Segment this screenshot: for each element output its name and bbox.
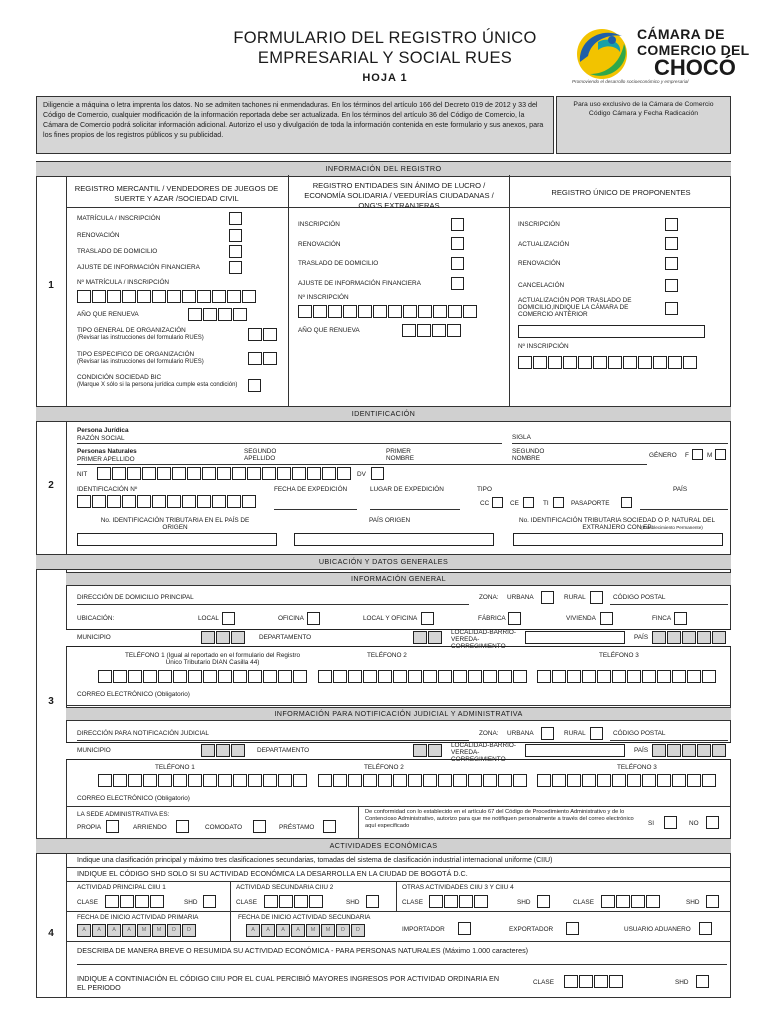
label-shd-1: SHD: [184, 899, 198, 906]
checkbox-no[interactable]: [706, 816, 719, 829]
label-pais-general: PAÍS: [634, 634, 649, 641]
clase-3-cells[interactable]: [429, 895, 489, 908]
checkbox-propia[interactable]: [106, 820, 119, 833]
checkbox-vivienda[interactable]: [600, 612, 613, 625]
col-b-title: REGISTRO ENTIDADES SIN ÁNIMO DE LUCRO / ECONOMÍA SOLIDARIA / VEEDURÍAS CIUDADANAS / ONG'S EXTRANJERAS: [304, 181, 494, 210]
subheader-notificacion: INFORMACIÓN PARA NOTIFICACIÓN JUDICIAL Y ADMINISTRATIVA: [66, 707, 731, 721]
checkbox-finca[interactable]: [674, 612, 687, 625]
label-nit: NIT: [77, 471, 88, 478]
chamber-logo: [572, 20, 757, 88]
label-zona-j: ZONA:: [479, 730, 499, 737]
checkbox-inscripcion-c[interactable]: [665, 218, 678, 231]
label-ninscripcion-c: Nº INSCRIPCIÓN: [518, 343, 569, 350]
label-traslado-a: TRASLADO DE DOMICILIO: [77, 248, 158, 255]
label-municipio: MUNICIPIO: [77, 634, 111, 641]
label-direccion-judicial: DIRECCIÓN PARA NOTIFICACIÓN JUDICIAL: [77, 730, 209, 737]
label-pais-origen: PAÍS ORIGEN: [369, 517, 411, 524]
section-2-number: 2: [48, 480, 54, 491]
checkbox-fabrica[interactable]: [508, 612, 521, 625]
checkbox-pasaporte[interactable]: [621, 497, 632, 508]
identificacion-cells[interactable]: [77, 495, 257, 508]
label-correo-j: CORREO ELECTRÓNICO (Obligatorio): [77, 795, 190, 802]
label-departamento: DEPARTAMENTO: [259, 634, 312, 641]
label-rural-j: RURAL: [564, 730, 586, 737]
label-nmatricula: Nº MATRÍCULA / INSCRIPCIÓN: [77, 279, 170, 286]
label-ti: TI: [543, 500, 549, 507]
logo-tagline: Promoviendo el desarrollo socioeconómico y empresarial: [572, 79, 689, 84]
fecha-principal-cells[interactable]: A A A A M M D D: [77, 924, 197, 937]
label-fabrica: FÁBRICA: [478, 615, 506, 622]
label-inscripcion-b: INSCRIPCIÓN: [298, 221, 340, 228]
label-importador: IMPORTADOR: [402, 926, 445, 933]
checkbox-comodato[interactable]: [253, 820, 266, 833]
label-urbana-j: URBANA: [507, 730, 534, 737]
section-1-number: 1: [48, 280, 54, 291]
label-shd-4: SHD: [686, 899, 700, 906]
checkbox-inscripcion-b[interactable]: [451, 218, 464, 231]
checkbox-traslado-a[interactable]: [229, 245, 242, 258]
checkbox-arriendo[interactable]: [176, 820, 189, 833]
clase-1-cells[interactable]: [105, 895, 165, 908]
checkbox-prestamo[interactable]: [323, 820, 336, 833]
telefono3-j-cells[interactable]: [537, 774, 717, 787]
label-telefono2: TELÉFONO 2: [367, 652, 407, 659]
label-principal: ACTIVIDAD PRINCIPAL CIIU 1: [77, 884, 166, 891]
label-secundaria: ACTIVIDAD SECUNDARIA CIIU 2: [236, 884, 334, 891]
label-identificacion: IDENTIFICACIÓN Nº: [77, 486, 138, 493]
nmatricula-cells[interactable]: [77, 290, 257, 303]
label-tipo-general: TIPO GENERAL DE ORGANIZACIÓN: [77, 327, 186, 334]
logo-line-1: CÁMARA DE: [637, 26, 725, 42]
label-razon-social: RAZÓN SOCIAL: [77, 435, 125, 442]
label-bic: CONDICIÓN SOCIEDAD BIC: [77, 374, 162, 381]
label-clase-2: CLASE: [236, 899, 257, 906]
label-genero: GÉNERO: [649, 452, 677, 459]
checkbox-shd-3[interactable]: [537, 895, 550, 908]
anio-a-cells[interactable]: [188, 308, 248, 321]
label-personas-naturales: Personas Naturales: [77, 448, 137, 455]
label-lugar-expedicion: LUGAR DE EXPEDICIÓN: [370, 486, 444, 493]
telefono2-cells[interactable]: [318, 670, 528, 683]
label-localidad: LOCALIDAD-BARRIO-VEREDA-CORREGIMIENTO: [451, 629, 516, 650]
label-actualizacion-c: ACTUALIZACIÓN: [518, 241, 570, 248]
checkbox-local[interactable]: [222, 612, 235, 625]
label-prestamo: PRÉSTAMO: [279, 824, 315, 831]
label-vivienda: VIVIENDA: [566, 615, 596, 622]
label-indique3: INDIQUE A CONTINIACIÓN EL CÓDIGO CIIU POR EL CUAL PERCIBIÓ MAYORES INGRESOS POR ACTIVIDAD ORDINARIA EN EL PERIODO: [77, 974, 500, 992]
label-no: NO: [689, 820, 699, 827]
localidad-field[interactable]: [525, 631, 625, 644]
note-bic: (Marque X sólo si la persona jurídica cumple esta condición): [77, 382, 238, 388]
label-segundo-nombre: SEGUNDO NOMBRE: [512, 448, 545, 463]
label-clase-1: CLASE: [77, 899, 98, 906]
checkbox-actualizacion-c[interactable]: [665, 237, 678, 250]
label-clase-ingresos: CLASE: [533, 979, 554, 986]
tipo-general-cells[interactable]: [248, 328, 278, 341]
tipo-especifico-cells[interactable]: [248, 352, 278, 365]
label-pasaporte: PASAPORTE: [571, 500, 610, 507]
subheader-general: INFORMACIÓN GENERAL: [66, 572, 731, 586]
checkbox-renovacion-a[interactable]: [229, 229, 242, 242]
checkbox-rural[interactable]: [590, 591, 603, 604]
pais-origen-field[interactable]: [294, 533, 494, 546]
checkbox-ce[interactable]: [523, 497, 534, 508]
checkbox-cancelacion-c[interactable]: [665, 279, 678, 292]
label-genero-f: F: [685, 452, 689, 459]
label-pais-id: PAÍS: [673, 486, 688, 493]
municipio-box: [66, 629, 731, 647]
checkbox-actualizacion-traslado[interactable]: [665, 302, 678, 315]
sheet-label: HOJA 1: [362, 72, 408, 84]
label-clase-4: CLASE: [573, 899, 594, 906]
label-anio-b: AÑO QUE RENUEVA: [298, 327, 360, 334]
instructions-box: [36, 96, 554, 154]
label-sigla: SIGLA: [512, 434, 531, 441]
label-ubicacion: UBICACIÓN:: [77, 615, 115, 622]
office-use-line-2: Código Cámara y Fecha Radicación: [588, 110, 699, 117]
checkbox-genero-f[interactable]: [692, 449, 703, 460]
form-title: [200, 28, 570, 68]
label-telefono3: TELÉFONO 3: [599, 652, 639, 659]
checkbox-cc[interactable]: [492, 497, 503, 508]
logo-line-2: COMERCIO DEL: [637, 42, 750, 58]
title-line-1: FORMULARIO DEL REGISTRO ÚNICO: [233, 29, 537, 47]
anio-b-cells[interactable]: [402, 324, 462, 337]
logo-mark-icon: [572, 22, 634, 84]
label-primer-nombre: PRIMER NOMBRE: [386, 448, 415, 463]
ninscripcion-c-cells[interactable]: [518, 356, 698, 369]
label-establecimiento: (Establecimiento Permanente): [641, 525, 703, 530]
label-telefono1: TELÉFONO 1 (Igual al reportado en el formulario del Registro Único Tributario DIAN Casilla 44): [124, 652, 301, 666]
label-direccion-principal: DIRECCIÓN DE DOMICILIO PRINCIPAL: [77, 594, 194, 601]
checkbox-local-oficina[interactable]: [421, 612, 434, 625]
checkbox-genero-m[interactable]: [715, 449, 726, 460]
municipio-cells[interactable]: [201, 631, 246, 644]
label-anio-a: AÑO QUE RENUEVA: [77, 311, 139, 318]
label-shd-2: SHD: [346, 899, 360, 906]
label-oficina: OFICINA: [278, 615, 304, 622]
office-use-line-1: Para uso exclusivo de la Cámara de Comercio: [573, 101, 714, 108]
label-urbana: URBANA: [507, 594, 534, 601]
label-dv: DV: [357, 471, 366, 478]
pais-general-cells[interactable]: [652, 631, 727, 644]
label-fecha-principal: FECHA DE INICIO ACTIVIDAD PRIMARIA: [77, 914, 199, 921]
departamento-j-cells[interactable]: [413, 744, 443, 757]
label-primer-apellido: PRIMER APELLIDO: [77, 456, 135, 463]
label-indique1: Indique una clasificación principal y máximo tres clasificaciones secundarias, tomadas del sistema de clasificación industrial internacional uniforme (CIIU): [77, 857, 553, 864]
telefono2-j-cells[interactable]: [318, 774, 528, 787]
fecha-secundaria-cells[interactable]: A A A A M M D D: [246, 924, 366, 937]
label-segundo-apellido: SEGUNDO APELLIDO: [244, 448, 277, 463]
label-renovacion-c: RENOVACIÓN: [518, 260, 561, 267]
checkbox-renovacion-b[interactable]: [451, 237, 464, 250]
label-telefono2-j: TELÉFONO 2: [364, 764, 404, 771]
label-actualizacion-traslado: ACTUALIZACIÓN POR TRASLADO DE DOMICILIO,INDIQUE LA CÁMARA DE COMERCIO ANTERIOR: [518, 297, 632, 318]
label-finca: FINCA: [652, 615, 672, 622]
label-otras: OTRAS ACTIVIDADES CIIU 3 Y CIIU 4: [402, 884, 514, 891]
checkbox-traslado-b[interactable]: [451, 257, 464, 270]
departamento-cells[interactable]: [413, 631, 443, 644]
label-traslado-b: TRASLADO DE DOMICILIO: [298, 260, 379, 267]
checkbox-shd-4[interactable]: [706, 895, 719, 908]
label-municipio-j: MUNICIPIO: [77, 747, 111, 754]
label-exportador: EXPORTADOR: [509, 926, 554, 933]
localidad-j-field[interactable]: [525, 744, 625, 757]
label-fecha-expedicion: FECHA DE EXPEDICIÓN: [274, 486, 348, 493]
camara-anterior-field[interactable]: [518, 325, 705, 338]
label-genero-m: M: [707, 452, 713, 459]
title-line-2: EMPRESARIAL Y SOCIAL RUES: [257, 49, 513, 67]
checkbox-urbana-j[interactable]: [541, 727, 554, 740]
label-departamento-j: DEPARTAMENTO: [257, 747, 310, 754]
label-persona-juridica: Persona Jurídica: [77, 427, 129, 434]
logo-line-3: CHOCÓ: [654, 55, 736, 80]
clase-4-cells[interactable]: [601, 895, 661, 908]
label-cancelacion-c: CANCELACIÓN: [518, 282, 565, 289]
label-comodato: COMODATO: [205, 824, 243, 831]
label-telefono1-j: TELÉFONO 1: [155, 764, 195, 771]
label-tipo-especifico: TIPO ESPECIFICO DE ORGANIZACIÓN: [77, 351, 195, 358]
checkbox-ajuste-a[interactable]: [229, 261, 242, 274]
label-ajuste-b: AJUSTE DE INFORMACIÓN FINANCIERA: [298, 280, 421, 287]
label-localidad-j: LOCALIDAD-BARRIO-VEREDA-CORREGIMIENTO: [451, 742, 516, 763]
checkbox-importador[interactable]: [458, 922, 471, 935]
label-pais-j: PAÍS: [634, 747, 649, 754]
checkbox-rural-j[interactable]: [590, 727, 603, 740]
checkbox-shd-2[interactable]: [366, 895, 379, 908]
telefono3-cells[interactable]: [537, 670, 717, 683]
label-shd-3: SHD: [517, 899, 531, 906]
label-telefono3-j: TELÉFONO 3: [617, 764, 657, 771]
label-renovacion-a: RENOVACIÓN: [77, 232, 120, 239]
nit-pais-origen-field[interactable]: [77, 533, 277, 546]
pais-j-cells[interactable]: [652, 744, 727, 757]
note-tipo-especifico: (Revisar las instrucciones del formulario RUES): [77, 359, 204, 365]
section-4-header: ACTIVIDADES ECONÓMICAS: [36, 838, 731, 854]
checkbox-si[interactable]: [664, 816, 677, 829]
checkbox-renovacion-c[interactable]: [665, 257, 678, 270]
checkbox-matricula[interactable]: [229, 212, 242, 225]
label-propia: PROPIA: [77, 824, 102, 831]
nit-cells[interactable]: [97, 467, 352, 480]
checkbox-urbana[interactable]: [541, 591, 554, 604]
telefono1-cells[interactable]: [98, 670, 308, 683]
label-fecha-secundaria: FECHA DE INICIO ACTIVIDAD SECUNDARIA: [238, 914, 371, 921]
label-aduanero: USUARIO ADUANERO: [624, 926, 691, 933]
checkbox-exportador[interactable]: [566, 922, 579, 935]
municipio-j-box: [66, 742, 731, 760]
section-3-number: 3: [48, 696, 54, 707]
label-ninscripcion-b: Nº INSCRIPCIÓN: [298, 294, 349, 301]
col-a-title: REGISTRO MERCANTIL / VENDEDORES DE JUEGOS DE SUERTE Y AZAR /SOCIEDAD CIVIL: [74, 184, 279, 203]
section-2-header: IDENTIFICACIÓN: [36, 406, 731, 422]
checkbox-ajuste-b[interactable]: [451, 277, 464, 290]
label-local-oficina: LOCAL Y OFICINA: [363, 615, 418, 622]
label-local: LOCAL: [198, 615, 219, 622]
section-4-number: 4: [48, 928, 54, 939]
telefono1-j-cells[interactable]: [98, 774, 308, 787]
label-inscripcion-c: INSCRIPCIÓN: [518, 221, 560, 228]
label-codigo-postal-j: CÓDIGO POSTAL: [613, 730, 666, 737]
label-renovacion-b: RENOVACIÓN: [298, 241, 341, 248]
label-codigo-postal: CÓDIGO POSTAL: [613, 594, 666, 601]
label-shd-ingresos: SHD: [675, 979, 689, 986]
checkbox-shd-1[interactable]: [203, 895, 216, 908]
label-ajuste-a: AJUSTE DE INFORMACIÓN FINANCIERA: [77, 264, 200, 271]
label-nit-pais-origen: No. IDENTIFICACIÓN TRIBUTARIA EN EL PAÍS DE ORIGEN: [100, 517, 250, 532]
clase-ingresos-cells[interactable]: [564, 975, 624, 988]
clase-2-cells[interactable]: [264, 895, 324, 908]
note-tipo-general: (Revisar las instrucciones del formulario RUES): [77, 335, 204, 341]
office-use-box: [556, 96, 731, 154]
checkbox-oficina[interactable]: [307, 612, 320, 625]
label-si: SI: [648, 820, 655, 827]
label-ce: CE: [510, 500, 519, 507]
label-indique2: INDIQUE EL CÓDIGO SHD SOLO SI SU ACTIVIDAD ECONÓMICA LA DESARROLLA EN LA CIUDAD DE BOGOTÁ D.C.: [77, 869, 468, 878]
label-describa: DESCRIBA DE MANERA BREVE O RESUMIDA SU ACTIVIDAD ECONÓMICA - PARA PERSONAS NATURALES (Máximo 1.000 caracteres): [77, 946, 529, 955]
section-3-header: UBICACIÓN Y DATOS GENERALES: [36, 554, 731, 570]
ninscripcion-b-cells[interactable]: [298, 305, 478, 318]
label-arriendo: ARRIENDO: [133, 824, 167, 831]
col-c-title: REGISTRO ÚNICO DE PROPONENTES: [551, 188, 691, 197]
label-conformidad: De conformidad con lo establecido en el artículo 67 del Código de Procedimiento Administrativo y de lo Contencioso Administrativo, autorizo para que me notifiquen personalmente a través del correo electrónico aquí especificado: [365, 809, 634, 829]
label-cc: CC: [480, 500, 490, 507]
label-nit-sociedad: No. IDENTIFICACIÓN TRIBUTARIA SOCIEDAD O P. NATURAL DEL EXTRANJERO CON EP: [518, 517, 715, 532]
instructions-text: Diligencie a máquina o letra imprenta los datos. No se admiten tachones ni enmendaduras. En los términos del artículo 166 del Decreto 019 de 2012 y 33 del Código de Comercio, cualquier modificación de la información reportada debe ser actualizada. En los términos del artículo 36 del Código de Comercio, la Cámara de Comercio podrá solicitar información adicional. Autorizo el uso y divulgación de toda la información contenida en este formulario y sus anexos, para los fines propios de los registros públicos y su publicidad.: [43, 101, 544, 139]
checkbox-ti[interactable]: [553, 497, 564, 508]
label-matricula: MATRÍCULA / INSCRIPCIÓN: [77, 215, 161, 222]
label-rural: RURAL: [564, 594, 586, 601]
label-zona: ZONA:: [479, 594, 499, 601]
checkbox-shd-ingresos[interactable]: [696, 975, 709, 988]
label-sede: LA SEDE ADMINISTRATIVA ES:: [77, 811, 170, 818]
label-clase-3: CLASE: [402, 899, 423, 906]
nit-sociedad-field[interactable]: [513, 533, 723, 546]
section-1-header: INFORMACIÓN DEL REGISTRO: [36, 161, 731, 177]
checkbox-bic[interactable]: [248, 379, 261, 392]
checkbox-aduanero[interactable]: [699, 922, 712, 935]
label-correo: CORREO ELECTRÓNICO (Obligatorio): [77, 691, 190, 698]
municipio-j-cells[interactable]: [201, 744, 246, 757]
checkbox-dv[interactable]: [371, 467, 384, 480]
label-tipo: TIPO: [477, 486, 492, 493]
